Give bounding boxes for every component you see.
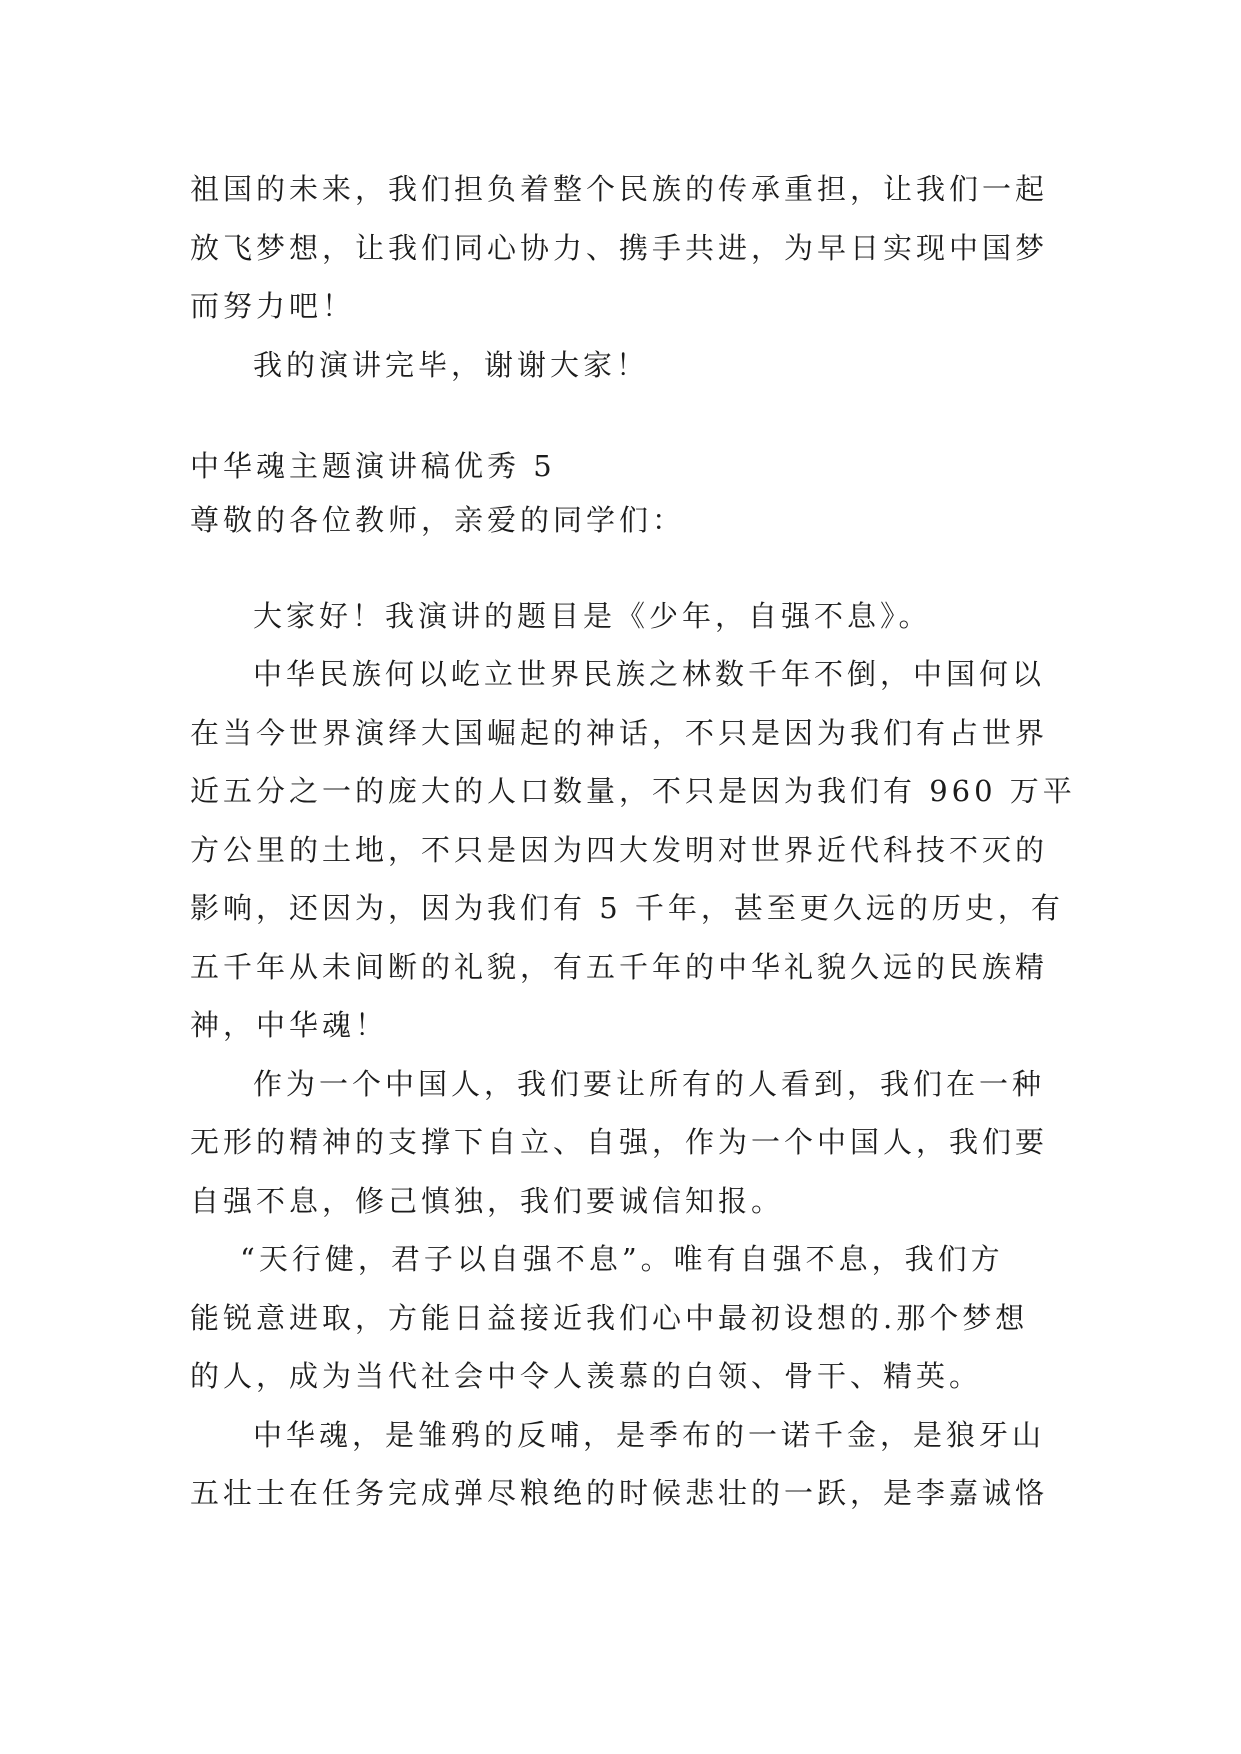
greeting-line: 大家好！我演讲的题目是《少年，自强不息》。 bbox=[253, 598, 932, 633]
text-line: 影响，还因为，因为我们有 5 千年，甚至更久远的历史，有 bbox=[190, 891, 1064, 925]
paragraph-1-first-line: 中华民族何以屹立世界民族之林数千年不倒，中国何以 bbox=[253, 657, 1046, 691]
text-line: 放飞梦想，让我们同心协力、携手共进，为早日实现中国梦 bbox=[190, 230, 1049, 265]
text-line: 而努力吧！ bbox=[190, 289, 356, 323]
text-line: 五千年从未间断的礼貌，有五千年的中华礼貌久远的民族精 bbox=[190, 949, 1049, 984]
text-line: 五壮士在任务完成弹尽粮绝的时候悲壮的一跃，是李嘉诚恪 bbox=[190, 1476, 1049, 1510]
paragraph-2-first-line: 作为一个中国人，我们要让所有的人看到，我们在一种 bbox=[253, 1066, 1046, 1101]
text-line: 能锐意进取，方能日益接近我们心中最初设想的.那个梦想 bbox=[190, 1300, 1029, 1335]
text-line: 祖国的未来，我们担负着整个民族的传承重担，让我们一起 bbox=[190, 172, 1049, 206]
spacer bbox=[190, 550, 1060, 587]
salutation: 尊敬的各位教师，亲爱的同学们： bbox=[190, 503, 686, 537]
text-line: 近五分之一的庞大的人口数量，不只是因为我们有 960 万平 bbox=[190, 774, 1076, 808]
text-line: 在当今世界演绎大国崛起的神话，不只是因为我们有占世界 bbox=[190, 715, 1049, 750]
closing-line: 我的演讲完毕，谢谢大家！ bbox=[253, 347, 650, 382]
paragraph-4-first-line: 中华魂，是雏鸦的反哺，是季布的一诺千金，是狼牙山 bbox=[253, 1417, 1046, 1452]
text-line: 方公里的土地，不只是因为四大发明对世界近代科技不灭的 bbox=[190, 832, 1049, 867]
document-body bbox=[190, 160, 1076, 1523]
text-line: 的人，成为当代社会中令人羡慕的白领、骨干、精英。 bbox=[190, 1359, 983, 1393]
text-line: 神，中华魂！ bbox=[190, 1008, 389, 1042]
text-line: 无形的精神的支撑下自立、自强，作为一个中国人，我们要 bbox=[190, 1125, 1049, 1159]
spacer bbox=[190, 394, 1060, 441]
section-title: 中华魂主题演讲稿优秀 5 bbox=[190, 449, 556, 483]
paragraph-3-first-line: “天行健，君子以自强不息”。唯有自强不息，我们方 bbox=[240, 1242, 1004, 1276]
text-line: 自强不息，修己慎独，我们要诚信知报。 bbox=[190, 1183, 785, 1218]
